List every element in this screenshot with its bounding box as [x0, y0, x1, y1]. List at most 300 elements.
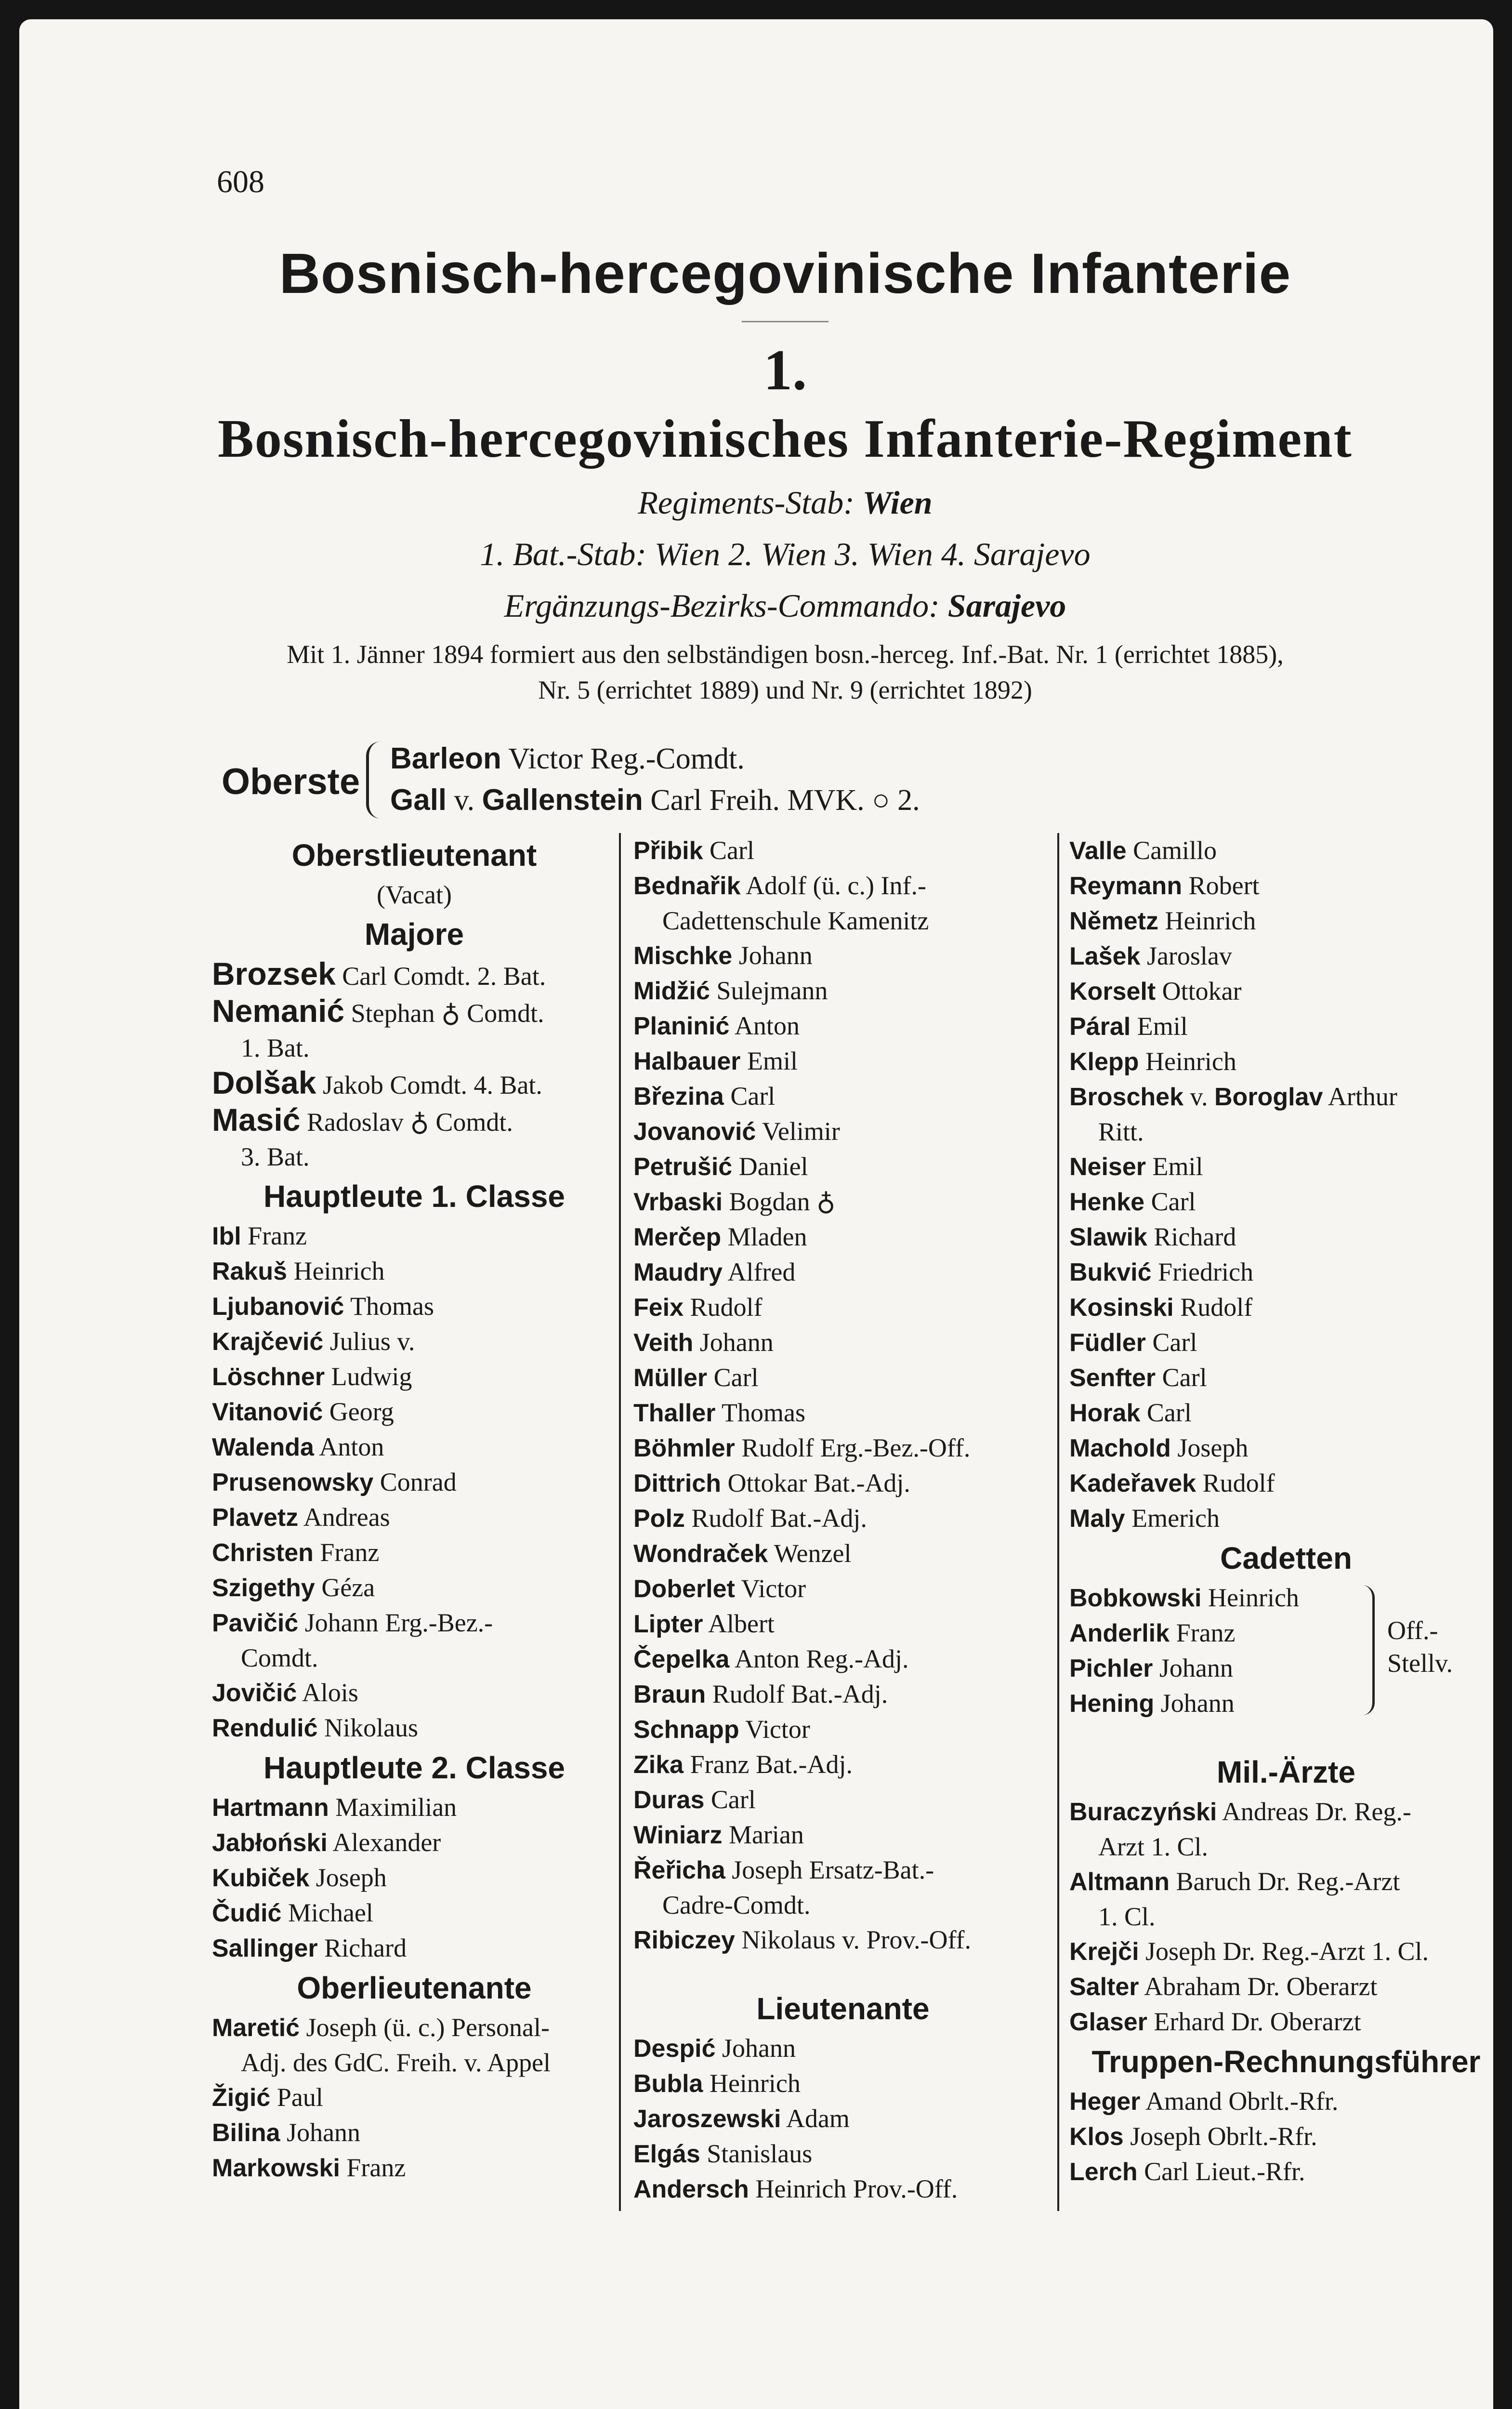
- title-divider: [742, 321, 828, 322]
- officer-details: Heinrich: [293, 1257, 385, 1285]
- officer-name: Halbauer: [633, 1047, 741, 1075]
- roster-entry: [633, 973, 1052, 1008]
- officer-name: Anderlik: [1069, 1619, 1170, 1647]
- roster-entry: [1069, 2119, 1503, 2154]
- officer-name: Krajčević: [212, 1328, 324, 1356]
- column-divider-2: [1057, 833, 1059, 2211]
- officer-name: Bobkowski: [1069, 1584, 1202, 1612]
- officer-details: Andreas Dr. Reg.-: [1222, 1797, 1411, 1826]
- roster-entry: [212, 1500, 617, 1535]
- officer-details: Ottokar Bat.-Adj.: [727, 1469, 910, 1497]
- page-number: 608: [217, 164, 264, 199]
- officer-name: Rakuš: [212, 1257, 288, 1285]
- officer-details: Alfred: [727, 1257, 796, 1286]
- officer-name: Buraczyński: [1069, 1798, 1217, 1826]
- officer-name: Lerch: [1069, 2158, 1138, 2186]
- officer-name: Ibl: [212, 1222, 241, 1250]
- officer-name: Dolšak: [212, 1065, 316, 1100]
- officer-name: Páral: [1069, 1013, 1131, 1041]
- lieutenante-heading: Lieutenante: [756, 1991, 930, 2026]
- column-divider-1: [619, 833, 621, 2211]
- officer-name: Merčep: [633, 1223, 722, 1251]
- officer-details: Nikolaus: [324, 1713, 419, 1742]
- officer-name: Müller: [633, 1364, 708, 1392]
- roster-entry: [633, 1536, 1052, 1571]
- officer-name: Winiarz: [633, 1821, 723, 1849]
- roster-column-3: [1069, 833, 1503, 2189]
- officer-name: Zika: [633, 1751, 684, 1779]
- officer-name: Broschek: [1069, 1083, 1183, 1111]
- officer-name: Szigethy: [212, 1574, 315, 1602]
- roster-entry: [212, 1465, 617, 1500]
- officer-name: Bilina: [212, 2119, 280, 2147]
- roster-entry: [1069, 2084, 1503, 2119]
- officer-details: Thomas: [722, 1398, 806, 1427]
- lieutenante-list: [633, 2031, 1052, 2207]
- officer-name: Lipter: [633, 1610, 703, 1638]
- officer-details: Victor: [741, 1574, 806, 1603]
- officer-name: Bukvić: [1069, 1258, 1152, 1286]
- officer-details: Joseph: [1177, 1433, 1249, 1462]
- roster-entry: [212, 1790, 617, 1825]
- roster-entry: [212, 993, 617, 1031]
- officer-name: Sallinger: [212, 1934, 318, 1962]
- officer-details: Joseph Dr. Reg.-Arzt 1. Cl.: [1145, 1937, 1429, 1966]
- officer-details: Joseph (ü. c.) Personal-: [306, 2013, 550, 2042]
- roster-entry: [212, 2150, 617, 2185]
- officer-name: Machold: [1069, 1434, 1171, 1462]
- entry-continuation: 3. Bat.: [241, 1142, 310, 1171]
- officer-name: Masić: [212, 1102, 301, 1138]
- oberst-entry: [390, 741, 745, 776]
- officer-details: Velimir: [762, 1117, 840, 1146]
- entry-continuation: Adj. des GdC. Freih. v. Appel: [241, 2048, 551, 2077]
- roster-entry: [633, 2171, 1052, 2207]
- officer-details-2: Arthur: [1328, 1082, 1397, 1111]
- officer-details: Carl: [1151, 1187, 1196, 1216]
- officer-name: Korselt: [1069, 978, 1156, 1006]
- officer-details: Nikolaus v. Prov.-Off.: [741, 1925, 971, 1954]
- officer-details: Julius v.: [329, 1327, 415, 1356]
- officer-name: Březina: [633, 1083, 724, 1111]
- roster-entry: [633, 1149, 1052, 1184]
- officer-name: Žigić: [212, 2084, 271, 2112]
- section-title: Bosnisch-hercegovinische Infanterie: [279, 242, 1291, 305]
- officer-details: Paul: [276, 2083, 323, 2112]
- officer-name: Kubiček: [212, 1864, 310, 1892]
- officer-name-2: Boroglav: [1214, 1083, 1323, 1111]
- officer-details: Stanislaus: [707, 2139, 813, 2168]
- roster-entry: [633, 1747, 1052, 1782]
- roster-entry: [212, 1289, 617, 1324]
- officer-details: Emil: [747, 1046, 798, 1075]
- officer-details: Anton: [734, 1011, 800, 1040]
- officer-name: Jabłoński: [212, 1829, 328, 1857]
- mil-aerzte-list: [1069, 1794, 1503, 2039]
- spacer: [633, 1958, 1052, 1986]
- cadetten-note-line-1: Off.-: [1387, 1616, 1438, 1645]
- officer-details: Carl: [1146, 1398, 1192, 1427]
- officer-details: Franz: [248, 1221, 307, 1250]
- roster-entry: [212, 1860, 617, 1895]
- roster-entry: [212, 1218, 617, 1254]
- officer-details: Ludwig: [331, 1362, 412, 1391]
- officer-details: Marian: [728, 1820, 804, 1849]
- officer-details: Carl: [713, 1363, 759, 1392]
- roster-entry: [633, 2101, 1052, 2136]
- roster-entry: [212, 1430, 617, 1465]
- regiment-title: Bosnisch-hercegovinisches Infanterie-Regiment: [218, 409, 1353, 469]
- officer-name: Neiser: [1069, 1153, 1146, 1181]
- stab-label: Regiments-Stab:: [638, 484, 855, 521]
- roster-entry: [1069, 1501, 1503, 1536]
- oberlieutenante-list: [212, 2010, 617, 2185]
- bataillon-stab-line: 1. Bat.-Stab: Wien 2. Wien 3. Wien 4. Sarajevo: [480, 536, 1091, 572]
- officer-details: Anton Reg.-Adj.: [734, 1644, 909, 1673]
- officer-name: Jovanović: [633, 1118, 756, 1146]
- roster-entry: [212, 2115, 617, 2150]
- roster-entry: [212, 1675, 617, 1710]
- rechnungsfuehrer-list: [1069, 2084, 1503, 2189]
- roster-entry: [633, 1079, 1052, 1114]
- roster-entry: [633, 1219, 1052, 1255]
- oberst-details: Carl Freih. MVK. ○ 2.: [650, 784, 920, 817]
- officer-name: Despić: [633, 2035, 716, 2063]
- officer-details: Rudolf: [690, 1293, 763, 1322]
- oberstlieutenant-vacat: (Vacat): [377, 880, 452, 909]
- roster-entry: [633, 1677, 1052, 1712]
- roster-entry: [633, 1184, 1052, 1219]
- officer-details: Carl Comdt. 2. Bat.: [342, 962, 546, 991]
- officer-name: Plavetz: [212, 1504, 299, 1532]
- officer-details: Rudolf Bat.-Adj.: [712, 1680, 888, 1708]
- regiment-number: 1.: [763, 338, 807, 402]
- officer-name: Thaller: [633, 1399, 716, 1427]
- officer-name: Braun: [633, 1681, 706, 1708]
- officer-details: Heinrich: [1165, 906, 1256, 935]
- roster-entry: [633, 1395, 1052, 1430]
- roster-entry: [633, 1853, 1052, 1888]
- officer-name: Lašek: [1069, 942, 1141, 970]
- officer-name: Andersch: [633, 2175, 749, 2203]
- officer-name: Doberlet: [633, 1575, 735, 1603]
- roster-entry: [633, 1325, 1052, 1360]
- officer-name: Löschner: [212, 1363, 325, 1391]
- document-page: [19, 19, 1493, 2409]
- oberst-entry: [390, 783, 920, 818]
- officer-details: Sulejmann: [716, 976, 828, 1005]
- regiments-stab-line: [164, 484, 1407, 522]
- cadetten-heading: Cadetten: [1220, 1541, 1352, 1575]
- entry-continuation: 1. Bat.: [241, 1033, 310, 1062]
- entry-continuation: Comdt.: [241, 1643, 318, 1672]
- roster-entry: [1069, 903, 1503, 939]
- officer-name: Kadeřavek: [1069, 1469, 1196, 1497]
- roster-entry: [1069, 1325, 1503, 1360]
- officer-name: Ribiczey: [633, 1926, 735, 1954]
- roster-entry: [212, 1394, 617, 1430]
- officer-details: Franz: [320, 1538, 380, 1567]
- hauptleute-1-heading: Hauptleute 1. Classe: [263, 1179, 565, 1214]
- entry-continuation: 1. Cl.: [1098, 1902, 1156, 1931]
- officer-name: Horak: [1069, 1399, 1141, 1427]
- officer-details: Stephan ♁ Comdt.: [351, 999, 544, 1028]
- officer-details: Joseph: [316, 1863, 387, 1892]
- officer-details: Johann: [722, 2034, 796, 2063]
- officer-details: Franz: [346, 2153, 406, 2182]
- officer-name: Veith: [633, 1329, 694, 1357]
- cadetten-brace: [1361, 1585, 1375, 1715]
- officer-name: Klepp: [1069, 1048, 1139, 1076]
- roster-entry: [633, 1641, 1052, 1677]
- officer-name: Duras: [633, 1786, 705, 1814]
- entry-continuation: Cadre-Comdt.: [662, 1891, 811, 1919]
- officer-name: Christen: [212, 1539, 314, 1567]
- roster-entry: [1069, 1686, 1503, 1721]
- officer-details: Emil: [1137, 1012, 1188, 1041]
- officer-details: Joseph Obrlt.-Rfr.: [1130, 2122, 1317, 2151]
- roster-entry: [633, 1044, 1052, 1079]
- officer-details: Erhard Dr. Oberarzt: [1154, 2007, 1361, 2036]
- roster-columns: [164, 833, 1481, 2230]
- majore-list: [212, 956, 617, 1174]
- officer-name: Glaser: [1069, 2008, 1147, 2036]
- officer-details: Daniel: [738, 1152, 808, 1181]
- roster-entry: [1069, 2004, 1503, 2039]
- oberste-label: Oberste: [222, 761, 360, 802]
- officer-name: Valle: [1069, 837, 1127, 865]
- officer-details: Andreas: [303, 1503, 390, 1532]
- officer-name: Slawik: [1069, 1223, 1147, 1251]
- officer-name: Pichler: [1069, 1655, 1153, 1682]
- officer-name: Midžić: [633, 977, 710, 1005]
- roster-entry: [1069, 1079, 1503, 1114]
- officer-details: Bogdan ♁: [729, 1187, 836, 1216]
- officer-details: Heinrich: [1145, 1047, 1236, 1076]
- officer-name: Nemanić: [212, 993, 345, 1029]
- officer-name: Jovičić: [212, 1679, 297, 1707]
- officer-name: Polz: [633, 1505, 685, 1533]
- roster-entry: [1069, 1009, 1503, 1044]
- officer-name: Přibik: [633, 837, 703, 865]
- officer-name: Řeřicha: [633, 1856, 725, 1884]
- officer-name: Füdler: [1069, 1329, 1146, 1357]
- officer-name: Krejči: [1069, 1938, 1139, 1966]
- roster-column-2: [633, 833, 1052, 2207]
- officer-details: Carl: [710, 836, 754, 865]
- roster-entry: [633, 1817, 1052, 1853]
- officer-name: Reymann: [1069, 872, 1183, 900]
- roster-entry: [1069, 1969, 1503, 2004]
- roster-entry: [633, 1360, 1052, 1395]
- roster-entry: [633, 2066, 1052, 2101]
- oberlieutenante-heading: Oberlieutenante: [297, 1971, 532, 2005]
- hauptleute-2-list: [212, 1790, 617, 1966]
- oberst-name: Gall: [390, 783, 447, 817]
- officer-details: Jaroslav: [1146, 941, 1232, 970]
- roster-entry: [212, 1324, 617, 1359]
- roster-entry: [633, 1571, 1052, 1606]
- roster-entry: [1069, 1360, 1503, 1395]
- officer-details: Radoslav ♁ Comdt.: [306, 1108, 513, 1137]
- officer-details: Albert: [708, 1609, 775, 1638]
- oberste-brace: [366, 741, 382, 819]
- roster-entry: [1069, 1794, 1503, 1829]
- officer-details: Rudolf Bat.-Adj.: [691, 1504, 867, 1533]
- rechnungsfuehrer-heading: Truppen-Rechnungsführer: [1091, 2044, 1481, 2079]
- officer-name: Maly: [1069, 1505, 1125, 1533]
- officer-details: Carl Lieut.-Rfr.: [1144, 2157, 1305, 2186]
- roster-entry: [633, 1430, 1052, 1466]
- officer-details: Johann: [699, 1328, 774, 1357]
- officer-details: Alois: [302, 1678, 358, 1707]
- officer-details: Heinrich: [1208, 1583, 1299, 1612]
- oberstlieutenant-heading: Oberstlieutenant: [291, 838, 537, 873]
- roster-entry: [212, 1102, 617, 1139]
- roster-entry: [633, 868, 1052, 903]
- roster-entry: [633, 1008, 1052, 1044]
- officer-details: Georg: [329, 1397, 394, 1426]
- roster-entry: [1069, 2154, 1503, 2189]
- officer-name: Salter: [1069, 1973, 1139, 2001]
- officer-name: Klos: [1069, 2123, 1124, 2151]
- officer-details: Johann: [1160, 1689, 1235, 1718]
- officer-name: Jaroszewski: [633, 2105, 781, 2133]
- roster-entry: [633, 1466, 1052, 1501]
- officer-details: Amand Obrlt.-Rfr.: [1145, 2087, 1339, 2116]
- officer-details: Johann Erg.-Bez.-: [304, 1608, 493, 1637]
- cadetten-note: [1387, 1614, 1453, 1680]
- officer-details: Maximilian: [335, 1793, 457, 1822]
- officer-details: Johann: [1159, 1654, 1233, 1682]
- roster-entry: [1069, 1580, 1503, 1615]
- officer-details: Mladen: [727, 1222, 807, 1251]
- officer-name: Kosinski: [1069, 1294, 1174, 1322]
- roster-entry: [633, 1114, 1052, 1149]
- officer-details: Heinrich Prov.-Off.: [755, 2174, 958, 2203]
- officer-details: Robert: [1188, 871, 1260, 900]
- roster-entry: [212, 1065, 617, 1102]
- officer-details: Baruch Dr. Reg.-Arzt: [1176, 1867, 1400, 1896]
- officer-details: Carl: [1162, 1363, 1207, 1392]
- oberst-details: v.: [454, 784, 475, 817]
- officer-name: Němetz: [1069, 907, 1158, 935]
- officer-details: Adam: [786, 2104, 850, 2133]
- roster-entry: [212, 1825, 617, 1860]
- officer-details: Emil: [1152, 1152, 1203, 1181]
- officer-details: Anton: [319, 1432, 384, 1461]
- officer-name: Schnapp: [633, 1716, 739, 1744]
- officer-name: Senfter: [1069, 1364, 1156, 1392]
- erg-label: Ergänzungs-Bezirks-Commando:: [504, 587, 940, 624]
- officer-name: Petrušić: [633, 1153, 733, 1181]
- roster-entry: [1069, 1290, 1503, 1325]
- officer-name: Bednařik: [633, 872, 741, 900]
- officer-details: Carl: [730, 1082, 776, 1111]
- roster-entry: [633, 1255, 1052, 1290]
- officer-name: Böhmler: [633, 1434, 735, 1462]
- roster-entry: [1069, 1184, 1503, 1219]
- officer-details: Rudolf Erg.-Bez.-Off.: [741, 1433, 971, 1462]
- officer-details: Johann: [738, 941, 813, 970]
- officer-details: Friedrich: [1158, 1257, 1253, 1286]
- roster-entry: [212, 2010, 617, 2045]
- roster-entry: [212, 1535, 617, 1570]
- oberste-block: [164, 741, 1407, 823]
- ergaenzungs-line: [164, 587, 1407, 625]
- officer-name: Čepelka: [633, 1645, 730, 1673]
- officer-name: Hartmann: [212, 1794, 329, 1822]
- majore-heading: Majore: [364, 917, 464, 952]
- officer-name: Altmann: [1069, 1868, 1170, 1896]
- roster-entry: [1069, 974, 1503, 1009]
- officer-name: Hening: [1069, 1690, 1155, 1718]
- history-note: [164, 636, 1407, 708]
- roster-entry: [633, 1922, 1052, 1958]
- officer-details: Joseph Ersatz-Bat.-: [732, 1855, 934, 1884]
- officer-name: Ljubanović: [212, 1293, 344, 1321]
- officer-details: Richard: [1154, 1222, 1236, 1251]
- officer-details: Rudolf: [1180, 1293, 1253, 1322]
- officer-name: Pavičić: [212, 1609, 299, 1637]
- lieutenante-list-cont: [1069, 833, 1503, 1536]
- hauptleute-2-heading: Hauptleute 2. Classe: [263, 1750, 565, 1785]
- oberst-name-2: Gallenstein: [482, 783, 643, 817]
- roster-entry: [212, 1710, 617, 1746]
- officer-details: Camillo: [1133, 836, 1217, 865]
- officer-name: Henke: [1069, 1188, 1145, 1216]
- history-line-2: Nr. 5 (errichtet 1889) und Nr. 9 (errichtet 1892): [538, 675, 1032, 704]
- officer-details: Richard: [324, 1933, 407, 1962]
- entry-continuation: Arzt 1. Cl.: [1098, 1832, 1208, 1861]
- erg-value: Sarajevo: [947, 587, 1066, 624]
- officer-details: Heinrich: [709, 2069, 801, 2098]
- officer-details: Victor: [745, 1715, 810, 1744]
- officer-details: Carl: [710, 1785, 756, 1814]
- oberlieutenante-list-cont: [633, 833, 1052, 1958]
- officer-name: Wondraček: [633, 1540, 768, 1568]
- roster-entry: [633, 1606, 1052, 1641]
- roster-entry: [1069, 1864, 1503, 1899]
- roster-entry: [633, 1782, 1052, 1817]
- roster-entry: [212, 956, 617, 993]
- officer-name: Brozsek: [212, 956, 336, 992]
- roster-entry: [1069, 1430, 1503, 1466]
- roster-entry: [1069, 939, 1503, 974]
- roster-entry: [1069, 1149, 1503, 1184]
- officer-name: Planinić: [633, 1012, 730, 1040]
- roster-entry: [633, 2031, 1052, 2066]
- roster-entry: [1069, 868, 1503, 903]
- officer-name: Feix: [633, 1294, 684, 1322]
- officer-name: Mischke: [633, 942, 733, 970]
- officer-details: Rudolf: [1202, 1469, 1275, 1497]
- roster-entry: [212, 2080, 617, 2115]
- officer-details: Franz: [1176, 1618, 1236, 1647]
- roster-entry: [212, 1605, 617, 1641]
- officer-name: Elgás: [633, 2140, 700, 2168]
- roster-column-1: [212, 833, 617, 2185]
- officer-name: Maretić: [212, 2014, 300, 2042]
- officer-name: Čudić: [212, 1899, 282, 1927]
- officer-details: Abraham Dr. Oberarzt: [1144, 1972, 1378, 2001]
- officer-name: Heger: [1069, 2088, 1141, 2116]
- roster-entry: [1069, 1395, 1503, 1430]
- officer-details: Johann: [287, 2118, 361, 2147]
- officer-details: Franz Bat.-Adj.: [690, 1750, 853, 1779]
- entry-continuation: Cadettenschule Kamenitz: [662, 906, 929, 935]
- officer-name: Rendulić: [212, 1714, 318, 1742]
